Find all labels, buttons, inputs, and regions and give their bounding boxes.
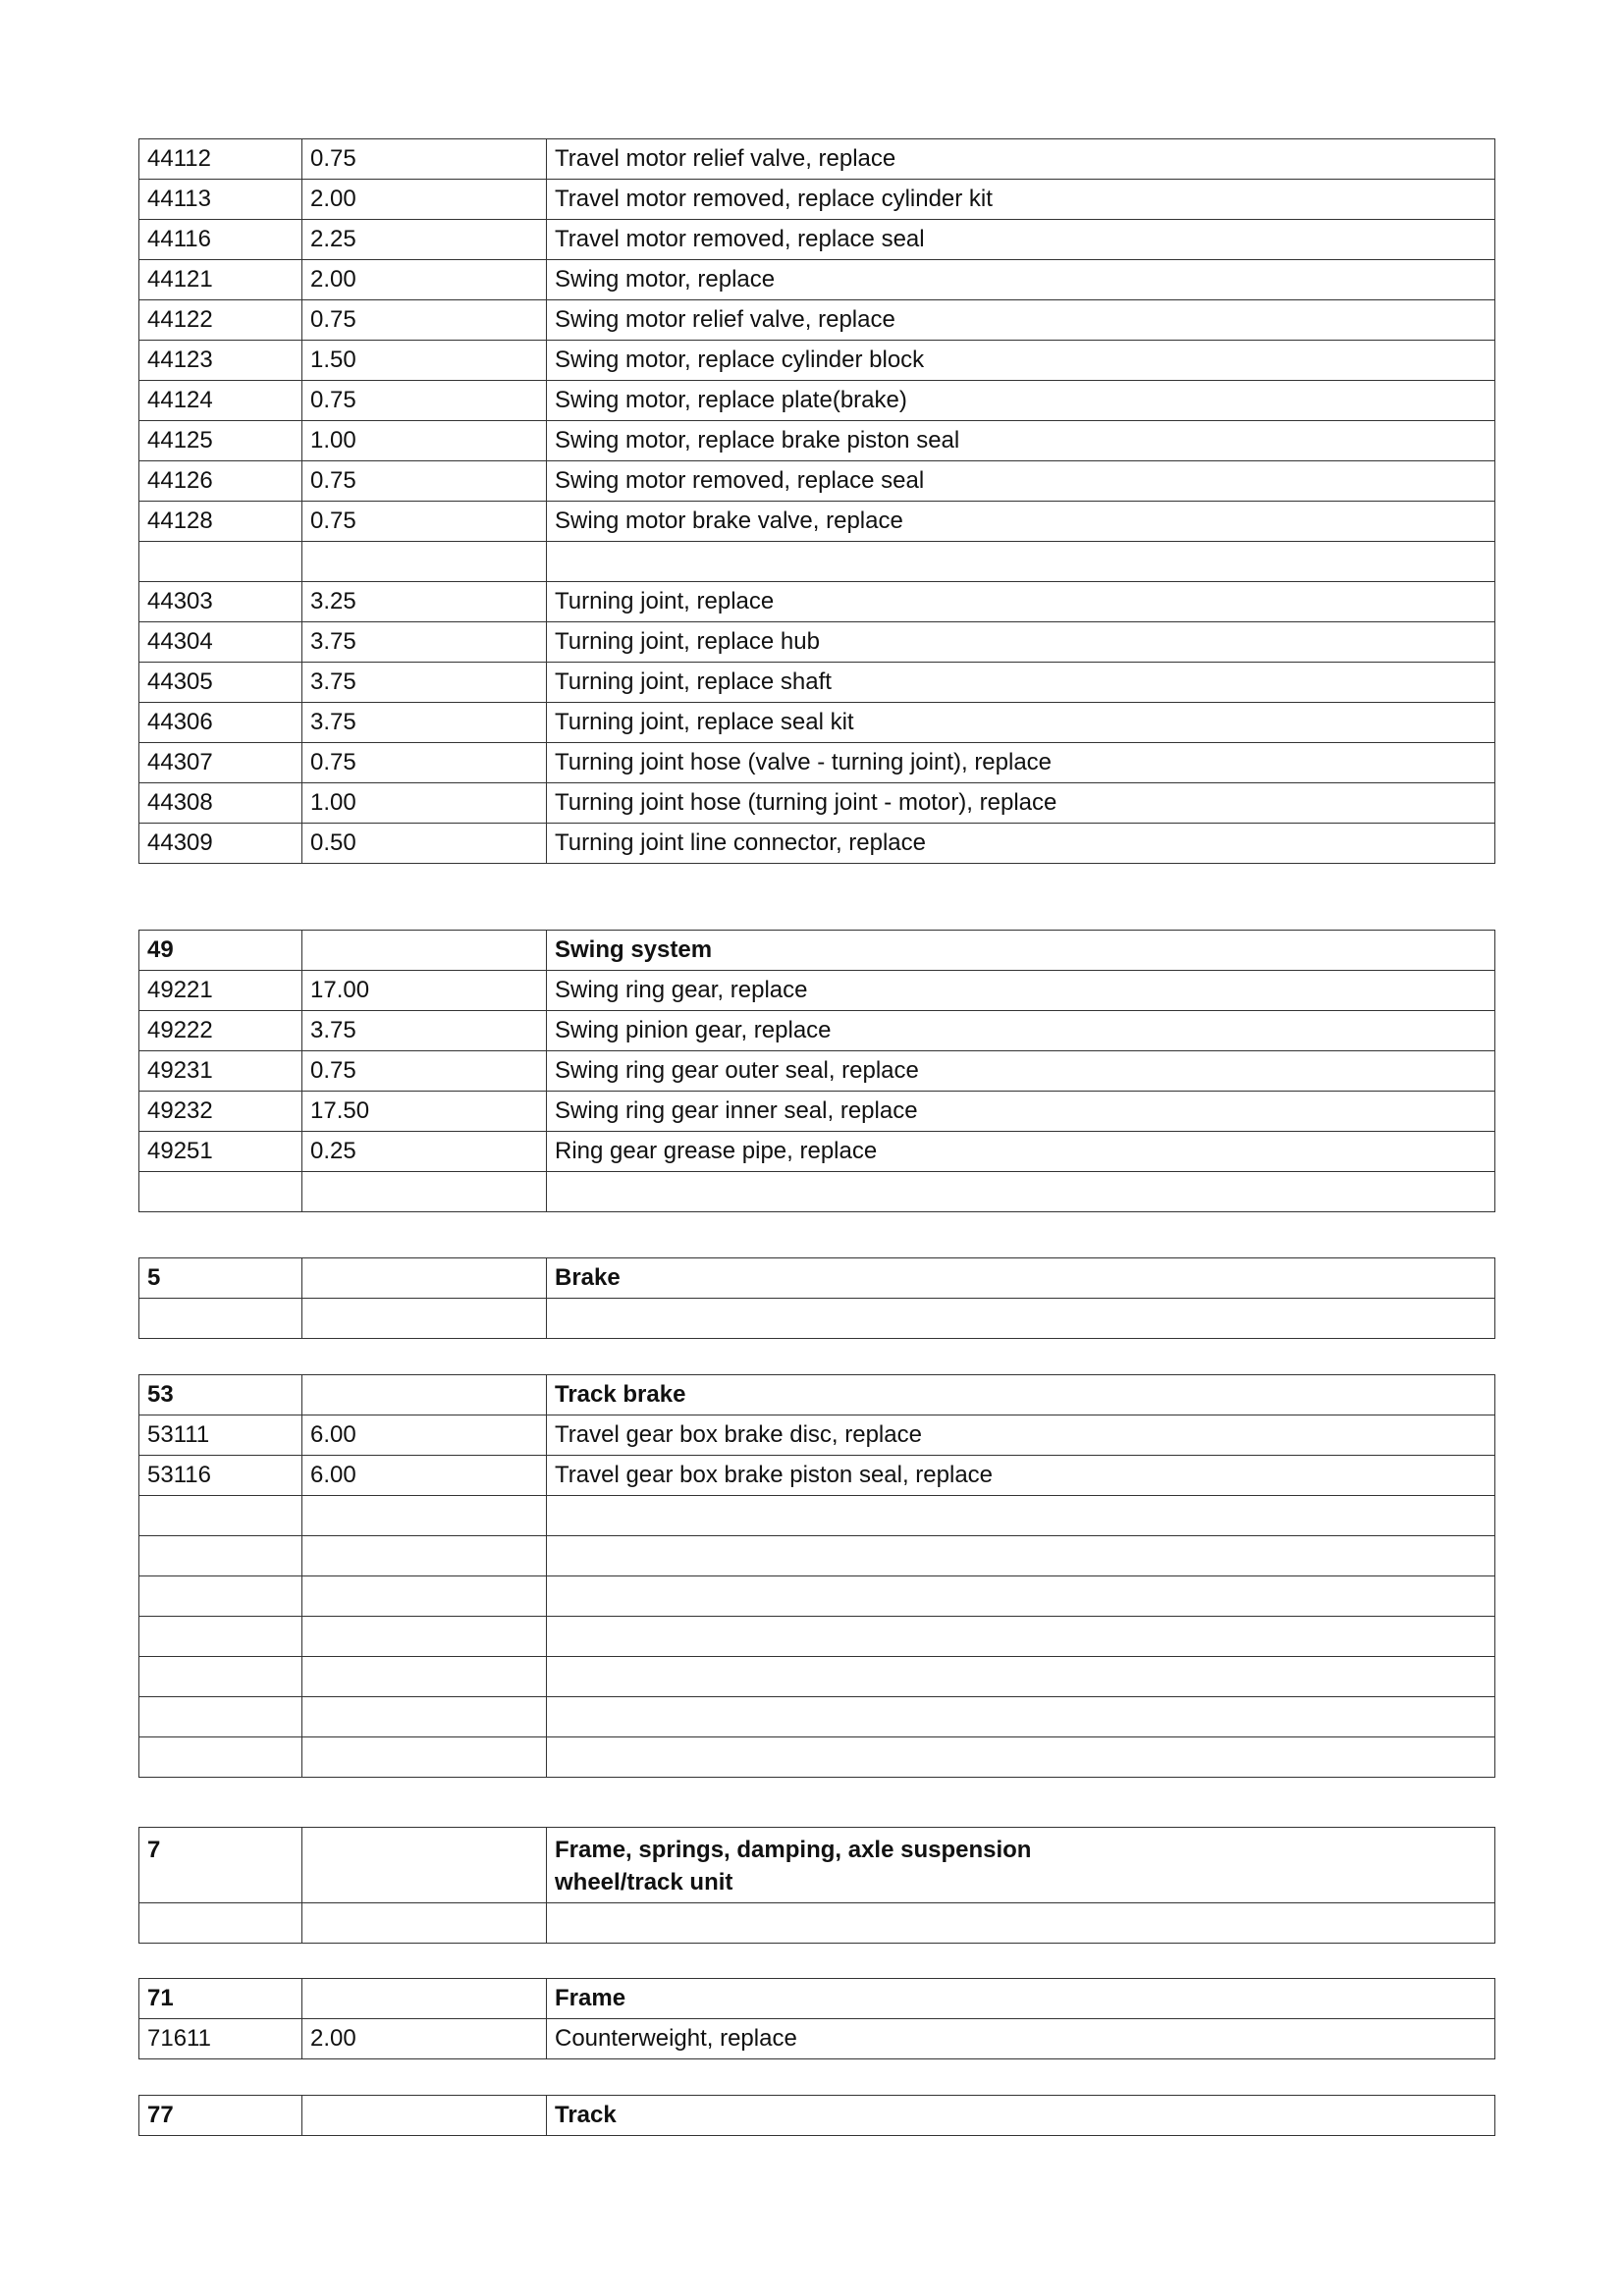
table-row-empty bbox=[139, 1496, 1495, 1536]
op-description: Turning joint, replace hub bbox=[547, 622, 1495, 663]
op-hours: 1.00 bbox=[302, 421, 547, 461]
op-hours: 0.75 bbox=[302, 743, 547, 783]
op-hours: 3.75 bbox=[302, 622, 547, 663]
op-code bbox=[139, 1172, 302, 1212]
table-row bbox=[139, 300, 1495, 341]
table-row-empty bbox=[139, 1617, 1495, 1657]
section-table-frame-springs bbox=[138, 1827, 1495, 1944]
op-description: Swing motor, replace plate(brake) bbox=[547, 381, 1495, 421]
table-row bbox=[139, 971, 1495, 1011]
section-code: 5 bbox=[139, 1258, 302, 1299]
op-code: 44123 bbox=[139, 341, 302, 381]
table-row-empty bbox=[139, 1657, 1495, 1697]
table-row bbox=[139, 461, 1495, 502]
op-description: Swing ring gear, replace bbox=[547, 971, 1495, 1011]
op-code bbox=[139, 1617, 302, 1657]
op-description bbox=[547, 1299, 1495, 1339]
table-row-empty bbox=[139, 1697, 1495, 1737]
op-description bbox=[547, 1496, 1495, 1536]
op-hours: 0.75 bbox=[302, 139, 547, 180]
op-code: 53111 bbox=[139, 1415, 302, 1456]
op-code: 44126 bbox=[139, 461, 302, 502]
section-title bbox=[547, 1828, 1495, 1903]
op-hours: 3.75 bbox=[302, 1011, 547, 1051]
section-hours bbox=[302, 1258, 547, 1299]
section-title: Frame bbox=[547, 1979, 1495, 2019]
table-row-empty bbox=[139, 1172, 1495, 1212]
section-code: 53 bbox=[139, 1375, 302, 1415]
op-code: 44303 bbox=[139, 582, 302, 622]
op-description: Turning joint hose (turning joint - motor), replace bbox=[547, 783, 1495, 824]
op-code bbox=[139, 1903, 302, 1944]
op-hours: 0.75 bbox=[302, 300, 547, 341]
op-hours: 17.00 bbox=[302, 971, 547, 1011]
op-hours bbox=[302, 1496, 547, 1536]
section-hours bbox=[302, 1375, 547, 1415]
section-table-brake bbox=[138, 1257, 1495, 1339]
op-hours: 6.00 bbox=[302, 1456, 547, 1496]
op-hours bbox=[302, 1299, 547, 1339]
section-code: 49 bbox=[139, 931, 302, 971]
table-row bbox=[139, 663, 1495, 703]
table-row bbox=[139, 260, 1495, 300]
table-row-empty bbox=[139, 1737, 1495, 1778]
op-code bbox=[139, 1737, 302, 1778]
section-header-row bbox=[139, 1979, 1495, 2019]
op-description: Ring gear grease pipe, replace bbox=[547, 1132, 1495, 1172]
op-hours: 0.75 bbox=[302, 1051, 547, 1092]
op-description: Travel gear box brake piston seal, replace bbox=[547, 1456, 1495, 1496]
table-row bbox=[139, 783, 1495, 824]
table-row bbox=[139, 502, 1495, 542]
table-row bbox=[139, 622, 1495, 663]
op-hours bbox=[302, 542, 547, 582]
op-hours: 0.75 bbox=[302, 381, 547, 421]
section-header-row bbox=[139, 1258, 1495, 1299]
op-hours: 0.50 bbox=[302, 824, 547, 864]
table-row-empty bbox=[139, 1903, 1495, 1944]
op-hours: 3.25 bbox=[302, 582, 547, 622]
op-hours: 1.00 bbox=[302, 783, 547, 824]
op-description: Swing ring gear inner seal, replace bbox=[547, 1092, 1495, 1132]
op-description bbox=[547, 1697, 1495, 1737]
section-code: 7 bbox=[139, 1828, 302, 1903]
op-hours: 6.00 bbox=[302, 1415, 547, 1456]
op-code: 49231 bbox=[139, 1051, 302, 1092]
op-hours: 2.00 bbox=[302, 180, 547, 220]
table-row-empty bbox=[139, 1536, 1495, 1576]
op-code: 49221 bbox=[139, 971, 302, 1011]
op-hours bbox=[302, 1576, 547, 1617]
op-description: Counterweight, replace bbox=[547, 2019, 1495, 2059]
op-code: 71611 bbox=[139, 2019, 302, 2059]
section-hours bbox=[302, 1828, 547, 1903]
table-row bbox=[139, 180, 1495, 220]
op-hours: 0.25 bbox=[302, 1132, 547, 1172]
op-code: 44116 bbox=[139, 220, 302, 260]
op-description bbox=[547, 1576, 1495, 1617]
table-row bbox=[139, 1092, 1495, 1132]
op-hours: 0.75 bbox=[302, 461, 547, 502]
section-table-continued bbox=[138, 138, 1495, 864]
op-code: 44308 bbox=[139, 783, 302, 824]
op-code bbox=[139, 1697, 302, 1737]
section-code: 71 bbox=[139, 1979, 302, 2019]
op-code: 44128 bbox=[139, 502, 302, 542]
op-description: Turning joint hose (valve - turning joint), replace bbox=[547, 743, 1495, 783]
op-description bbox=[547, 1536, 1495, 1576]
table-row bbox=[139, 381, 1495, 421]
op-description: Swing motor, replace brake piston seal bbox=[547, 421, 1495, 461]
section-table-swing-system bbox=[138, 930, 1495, 1212]
section-header-row bbox=[139, 1828, 1495, 1903]
section-header-row bbox=[139, 931, 1495, 971]
table-row bbox=[139, 824, 1495, 864]
op-code bbox=[139, 1576, 302, 1617]
op-description: Swing motor, replace cylinder block bbox=[547, 341, 1495, 381]
op-description: Swing motor removed, replace seal bbox=[547, 461, 1495, 502]
op-hours bbox=[302, 1903, 547, 1944]
op-code: 44124 bbox=[139, 381, 302, 421]
op-hours: 2.00 bbox=[302, 260, 547, 300]
op-description: Travel motor removed, replace cylinder kit bbox=[547, 180, 1495, 220]
op-hours: 3.75 bbox=[302, 703, 547, 743]
op-description bbox=[547, 542, 1495, 582]
op-code: 44122 bbox=[139, 300, 302, 341]
op-description: Swing motor relief valve, replace bbox=[547, 300, 1495, 341]
op-code: 44112 bbox=[139, 139, 302, 180]
op-code: 44304 bbox=[139, 622, 302, 663]
table-row-empty bbox=[139, 1576, 1495, 1617]
section-title: Track brake bbox=[547, 1375, 1495, 1415]
op-description bbox=[547, 1903, 1495, 1944]
op-code: 44121 bbox=[139, 260, 302, 300]
table-row bbox=[139, 1132, 1495, 1172]
op-hours bbox=[302, 1657, 547, 1697]
op-code: 44113 bbox=[139, 180, 302, 220]
op-description bbox=[547, 1172, 1495, 1212]
table-row bbox=[139, 1011, 1495, 1051]
table-row bbox=[139, 341, 1495, 381]
section-hours bbox=[302, 2096, 547, 2136]
op-description: Travel motor removed, replace seal bbox=[547, 220, 1495, 260]
op-code: 44307 bbox=[139, 743, 302, 783]
section-title-line-2: wheel/track unit bbox=[555, 1869, 733, 1896]
section-hours bbox=[302, 931, 547, 971]
op-description: Turning joint, replace seal kit bbox=[547, 703, 1495, 743]
op-description: Swing motor, replace bbox=[547, 260, 1495, 300]
table-row bbox=[139, 703, 1495, 743]
section-hours bbox=[302, 1979, 547, 2019]
op-description: Travel motor relief valve, replace bbox=[547, 139, 1495, 180]
op-code bbox=[139, 542, 302, 582]
op-code bbox=[139, 1657, 302, 1697]
op-code bbox=[139, 1496, 302, 1536]
table-row-empty bbox=[139, 1299, 1495, 1339]
op-description: Turning joint, replace shaft bbox=[547, 663, 1495, 703]
op-code bbox=[139, 1299, 302, 1339]
op-code: 53116 bbox=[139, 1456, 302, 1496]
table-row bbox=[139, 2019, 1495, 2059]
op-description: Turning joint line connector, replace bbox=[547, 824, 1495, 864]
op-hours bbox=[302, 1697, 547, 1737]
table-row bbox=[139, 1415, 1495, 1456]
op-description: Swing pinion gear, replace bbox=[547, 1011, 1495, 1051]
table-row bbox=[139, 421, 1495, 461]
op-hours: 0.75 bbox=[302, 502, 547, 542]
op-code: 49251 bbox=[139, 1132, 302, 1172]
op-code: 44125 bbox=[139, 421, 302, 461]
op-description bbox=[547, 1737, 1495, 1778]
section-title-line-1: Frame, springs, damping, axle suspension bbox=[555, 1837, 1032, 1863]
op-description bbox=[547, 1617, 1495, 1657]
op-description: Swing motor brake valve, replace bbox=[547, 502, 1495, 542]
op-code: 49222 bbox=[139, 1011, 302, 1051]
op-hours: 1.50 bbox=[302, 341, 547, 381]
op-description: Swing ring gear outer seal, replace bbox=[547, 1051, 1495, 1092]
section-code: 77 bbox=[139, 2096, 302, 2136]
section-title: Track bbox=[547, 2096, 1495, 2136]
op-code: 44306 bbox=[139, 703, 302, 743]
op-hours bbox=[302, 1737, 547, 1778]
op-code bbox=[139, 1536, 302, 1576]
op-hours: 2.00 bbox=[302, 2019, 547, 2059]
table-row-empty bbox=[139, 542, 1495, 582]
table-row bbox=[139, 1456, 1495, 1496]
section-table-frame bbox=[138, 1978, 1495, 2059]
op-code: 44309 bbox=[139, 824, 302, 864]
section-table-track bbox=[138, 2095, 1495, 2136]
op-hours bbox=[302, 1617, 547, 1657]
op-description: Travel gear box brake disc, replace bbox=[547, 1415, 1495, 1456]
op-hours bbox=[302, 1536, 547, 1576]
op-hours bbox=[302, 1172, 547, 1212]
table-row bbox=[139, 220, 1495, 260]
op-description: Turning joint, replace bbox=[547, 582, 1495, 622]
op-hours: 2.25 bbox=[302, 220, 547, 260]
op-code: 44305 bbox=[139, 663, 302, 703]
op-hours: 17.50 bbox=[302, 1092, 547, 1132]
section-title: Brake bbox=[547, 1258, 1495, 1299]
table-row bbox=[139, 139, 1495, 180]
section-title: Swing system bbox=[547, 931, 1495, 971]
section-header-row bbox=[139, 2096, 1495, 2136]
table-row bbox=[139, 582, 1495, 622]
table-row bbox=[139, 1051, 1495, 1092]
section-header-row bbox=[139, 1375, 1495, 1415]
op-description bbox=[547, 1657, 1495, 1697]
section-table-track-brake bbox=[138, 1374, 1495, 1778]
op-code: 49232 bbox=[139, 1092, 302, 1132]
op-hours: 3.75 bbox=[302, 663, 547, 703]
table-row bbox=[139, 743, 1495, 783]
